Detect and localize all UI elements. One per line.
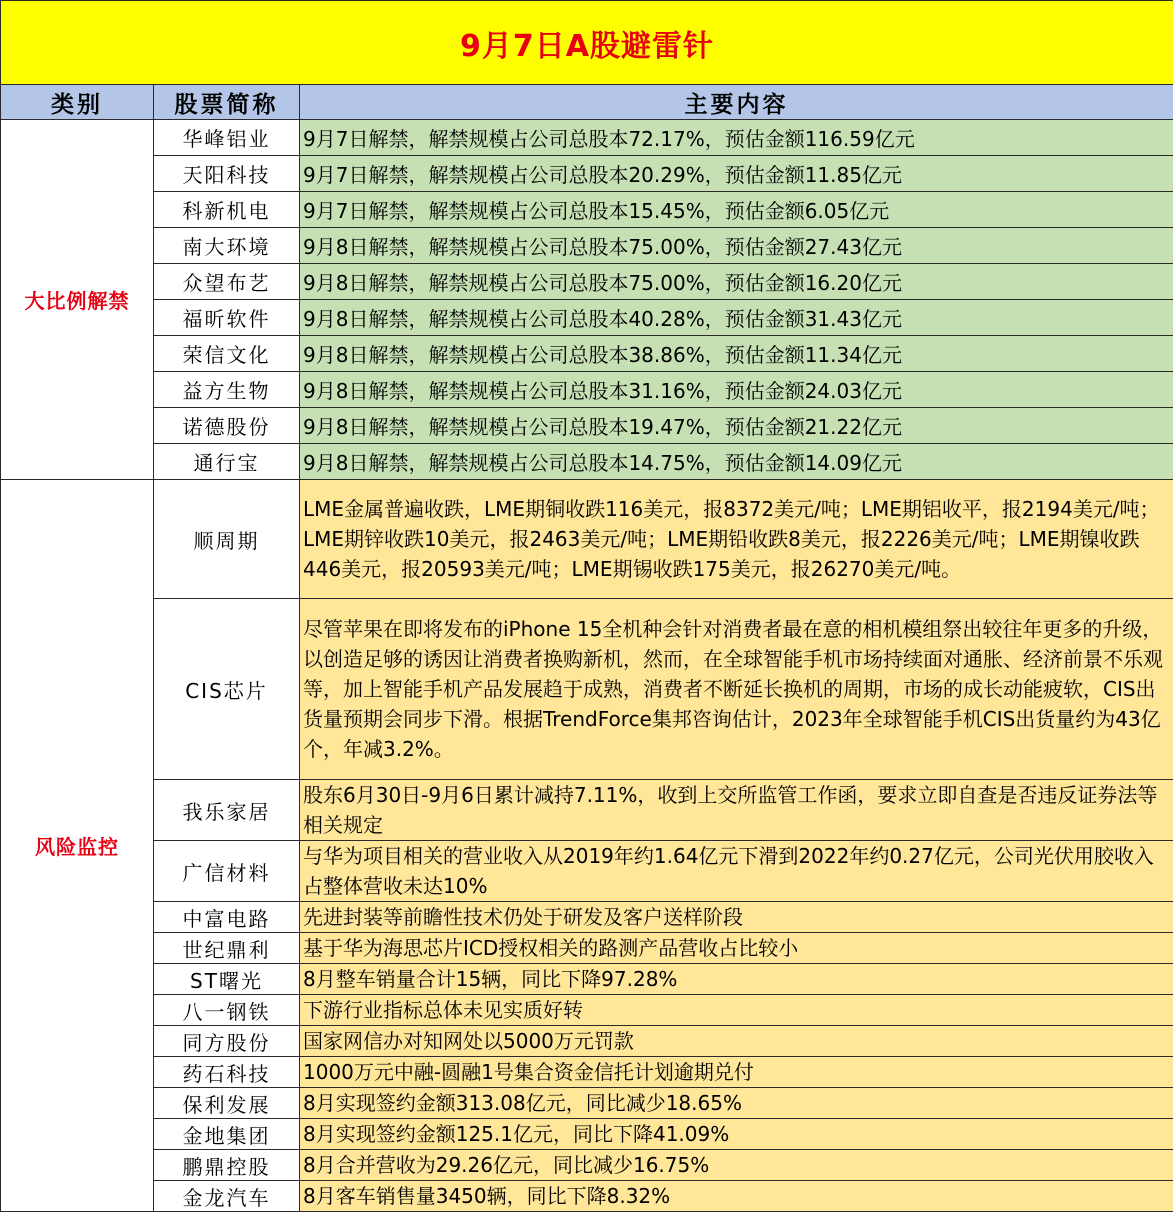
stock-name: 同方股份	[154, 1026, 300, 1057]
table-row	[1, 780, 1173, 841]
stock-name: 科新机电	[154, 192, 300, 228]
table-row	[1, 1088, 1173, 1119]
stock-content: 9月8日解禁，解禁规模占公司总股本31.16%，预估金额24.03亿元	[300, 372, 1173, 408]
stock-name: 华峰铝业	[154, 120, 300, 156]
stock-content: 8月整车销量合计15辆，同比下降97.28%	[300, 964, 1173, 995]
table-row	[1, 408, 1173, 444]
category-risk: 风险监控	[1, 480, 154, 1212]
stock-content: 9月8日解禁，解禁规模占公司总股本75.00%，预估金额27.43亿元	[300, 228, 1173, 264]
stock-name: ST曙光	[154, 964, 300, 995]
table-row	[1, 599, 1173, 780]
table-row	[1, 1181, 1173, 1212]
page-title: 9月7日A股避雷针	[1, 1, 1173, 85]
stock-name: 益方生物	[154, 372, 300, 408]
stock-content: 9月7日解禁，解禁规模占公司总股本15.45%，预估金额6.05亿元	[300, 192, 1173, 228]
stock-content: 国家网信办对知网处以5000万元罚款	[300, 1026, 1173, 1057]
stock-content: 8月实现签约金额313.08亿元，同比减少18.65%	[300, 1088, 1173, 1119]
category-unlock: 大比例解禁	[1, 120, 154, 480]
table-row	[1, 1026, 1173, 1057]
table-row	[1, 300, 1173, 336]
header-content: 主要内容	[300, 85, 1173, 120]
stock-content: 股东6月30日-9月6日累计减持7.11%，收到上交所监管工作函，要求立即自查是否违反证券法等相关规定	[300, 780, 1173, 841]
stock-name: 通行宝	[154, 444, 300, 480]
table-row	[1, 192, 1173, 228]
table-row	[1, 1119, 1173, 1150]
stock-content: 先进封装等前瞻性技术仍处于研发及客户送样阶段	[300, 902, 1173, 933]
stock-name: 天阳科技	[154, 156, 300, 192]
stock-content: 尽管苹果在即将发布的iPhone 15全机种会针对消费者最在意的相机模组祭出较往年更多的升级，以创造足够的诱因让消费者换购新机，然而，在全球智能手机市场持续面对通胀、经济前景不乐观等，加上智能手机产品发展趋于成熟，消费者不断延长换机的周期，市场的成长动能疲软，CIS出货量预期会同步下滑。根据TrendForce集邦咨询估计，2023年全球智能手机CIS出货量约为43亿个，年减3.2%。	[300, 599, 1173, 780]
stock-name: 金地集团	[154, 1119, 300, 1150]
stock-name: 药石科技	[154, 1057, 300, 1088]
header-category: 类别	[1, 85, 154, 120]
stock-content: 1000万元中融-圆融1号集合资金信托计划逾期兑付	[300, 1057, 1173, 1088]
stock-content: LME金属普遍收跌，LME期铜收跌116美元，报8372美元/吨；LME期铝收平，报2194美元/吨；LME期锌收跌10美元，报2463美元/吨；LME期铅收跌8美元，报2226美元/吨；LME期镍收跌446美元，报20593美元/吨；LME期锡收跌175美元，报26270美元/吨。	[300, 480, 1173, 599]
stock-name: 我乐家居	[154, 780, 300, 841]
stock-name: 金龙汽车	[154, 1181, 300, 1212]
table-row	[1, 995, 1173, 1026]
stock-name: 福昕软件	[154, 300, 300, 336]
table-row	[1, 902, 1173, 933]
stock-content: 与华为项目相关的营业收入从2019年约1.64亿元下滑到2022年约0.27亿元，公司光伏用胶收入占整体营收未达10%	[300, 841, 1173, 902]
table-row	[1, 372, 1173, 408]
stock-content: 9月8日解禁，解禁规模占公司总股本38.86%，预估金额11.34亿元	[300, 336, 1173, 372]
stock-content: 下游行业指标总体未见实质好转	[300, 995, 1173, 1026]
stock-content: 8月实现签约金额125.1亿元，同比下降41.09%	[300, 1119, 1173, 1150]
table-row	[1, 841, 1173, 902]
stock-name: 鹏鼎控股	[154, 1150, 300, 1181]
stock-name: 荣信文化	[154, 336, 300, 372]
stock-name: 八一钢铁	[154, 995, 300, 1026]
stock-name: 南大环境	[154, 228, 300, 264]
stock-name: CIS芯片	[154, 599, 300, 780]
table-row	[1, 264, 1173, 300]
stock-content: 9月7日解禁，解禁规模占公司总股本20.29%，预估金额11.85亿元	[300, 156, 1173, 192]
table-row	[1, 444, 1173, 480]
stock-content: 9月8日解禁，解禁规模占公司总股本40.28%，预估金额31.43亿元	[300, 300, 1173, 336]
stock-name: 诺德股份	[154, 408, 300, 444]
table-row	[1, 964, 1173, 995]
table-row	[1, 120, 1173, 156]
table-row	[1, 228, 1173, 264]
table-row	[1, 336, 1173, 372]
stock-name: 保利发展	[154, 1088, 300, 1119]
table-row	[1, 1057, 1173, 1088]
table-row	[1, 1150, 1173, 1181]
stock-content: 8月合并营收为29.26亿元，同比减少16.75%	[300, 1150, 1173, 1181]
table-row	[1, 480, 1173, 599]
header-stock: 股票简称	[154, 85, 300, 120]
stock-content: 基于华为海思芯片ICD授权相关的路测产品营收占比较小	[300, 933, 1173, 964]
stock-name: 世纪鼎利	[154, 933, 300, 964]
stock-name: 顺周期	[154, 480, 300, 599]
stock-name: 广信材料	[154, 841, 300, 902]
table-row	[1, 933, 1173, 964]
stock-content: 9月8日解禁，解禁规模占公司总股本75.00%，预估金额16.20亿元	[300, 264, 1173, 300]
table-row	[1, 156, 1173, 192]
stock-content: 8月客车销售量3450辆，同比下降8.32%	[300, 1181, 1173, 1212]
stock-name: 众望布艺	[154, 264, 300, 300]
stock-content: 9月8日解禁，解禁规模占公司总股本14.75%，预估金额14.09亿元	[300, 444, 1173, 480]
stock-content: 9月8日解禁，解禁规模占公司总股本19.47%，预估金额21.22亿元	[300, 408, 1173, 444]
stock-content: 9月7日解禁，解禁规模占公司总股本72.17%，预估金额116.59亿元	[300, 120, 1173, 156]
stock-name: 中富电路	[154, 902, 300, 933]
